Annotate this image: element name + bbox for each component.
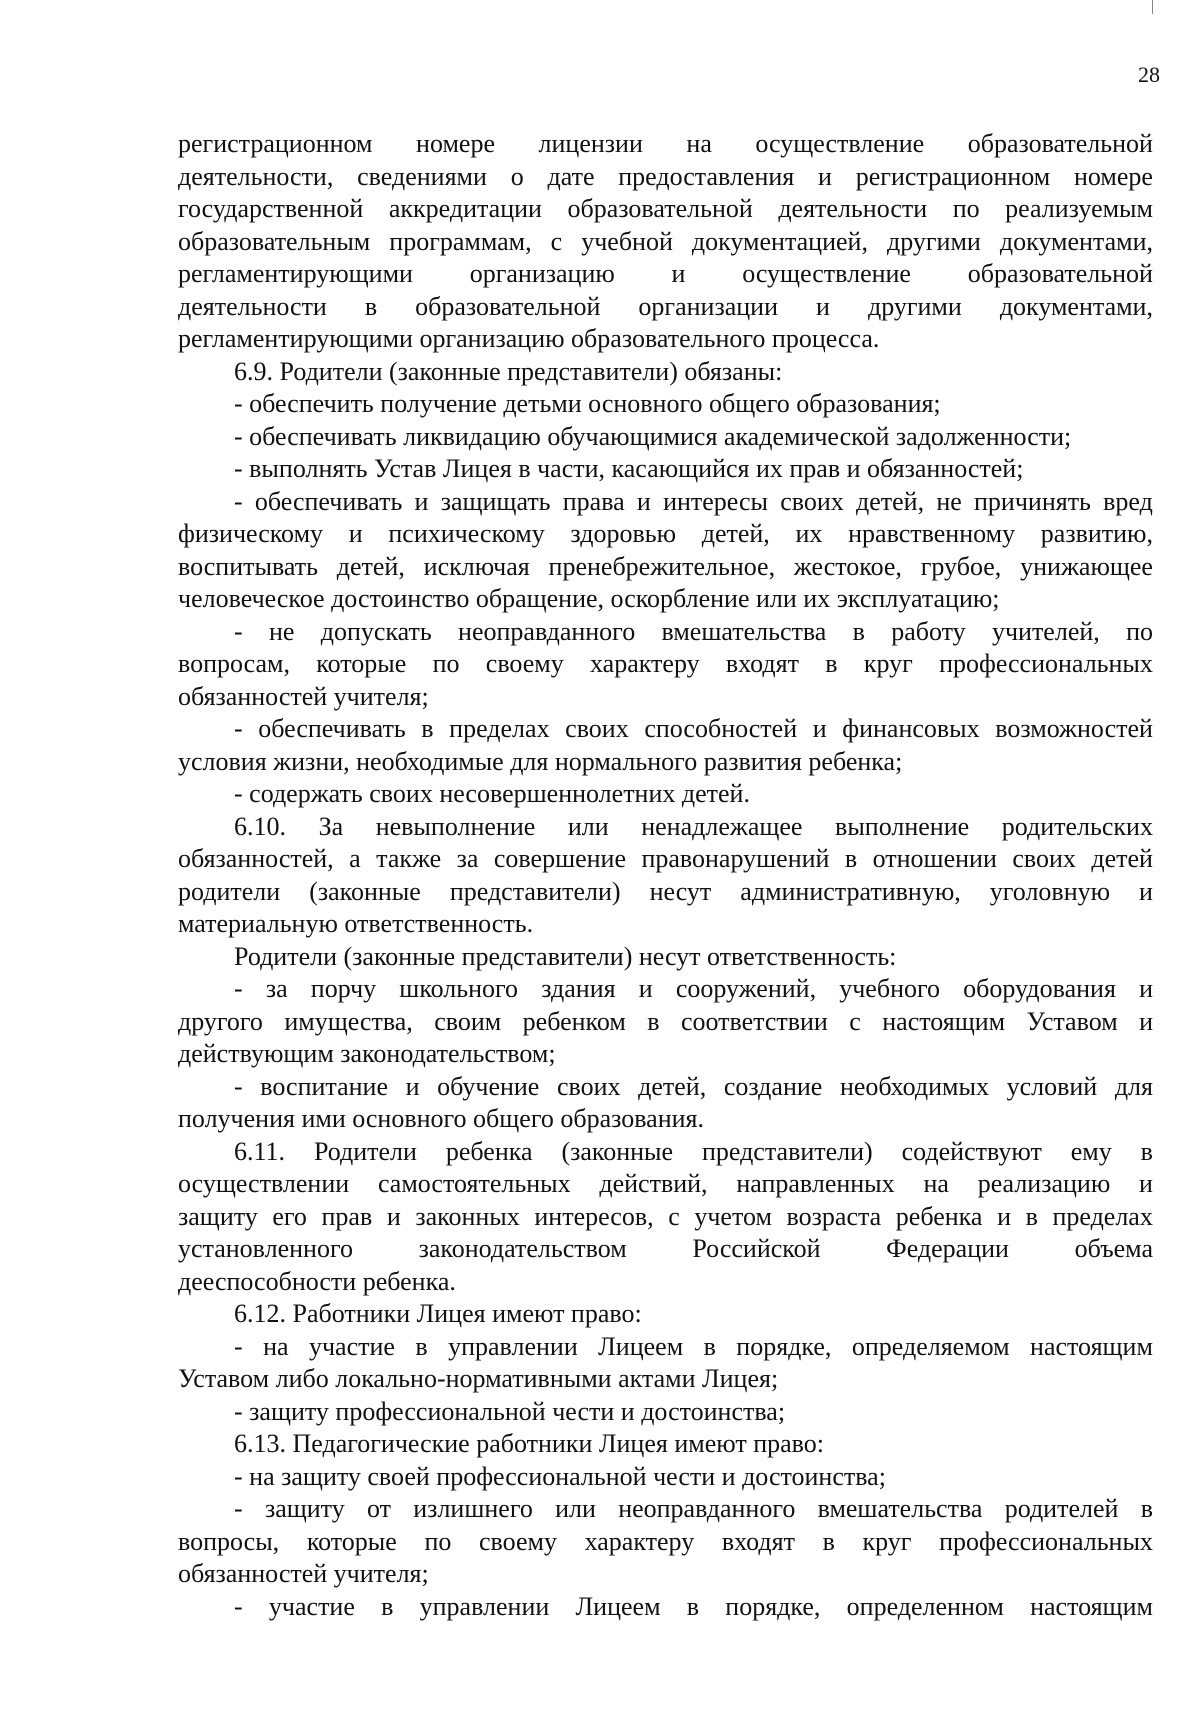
word: своему bbox=[479, 1526, 557, 1556]
word: на bbox=[686, 129, 712, 158]
word: школьного bbox=[399, 974, 519, 1003]
word: управлении bbox=[419, 1591, 550, 1621]
word: регламентирующими bbox=[178, 259, 413, 288]
word: работу bbox=[891, 616, 966, 646]
word: в bbox=[381, 1591, 394, 1621]
word: представители) bbox=[701, 1136, 873, 1166]
word: защищать bbox=[440, 486, 551, 516]
word: определяемом bbox=[851, 1331, 1010, 1361]
word: - bbox=[234, 1494, 243, 1523]
word: в bbox=[364, 291, 378, 321]
word: установленного bbox=[178, 1234, 353, 1263]
word: Федерации bbox=[886, 1234, 1009, 1263]
word: обеспечивать bbox=[254, 486, 403, 516]
word: входят bbox=[725, 649, 799, 678]
text-line: 6.13. Педагогические работники Лицея имеют право: bbox=[234, 1429, 824, 1458]
word: уголовную bbox=[989, 876, 1111, 906]
word: по bbox=[432, 649, 460, 678]
word: финансовых bbox=[842, 714, 980, 743]
word: родителей bbox=[1004, 1494, 1119, 1523]
text-line bbox=[178, 128, 1153, 161]
page-number: 28 bbox=[1138, 62, 1160, 87]
word: обязанностей, bbox=[178, 844, 334, 873]
text-line: получения ими основного общего образования. bbox=[178, 1104, 704, 1133]
word: За bbox=[318, 811, 344, 841]
word: обучение bbox=[437, 1071, 540, 1101]
word: (законные bbox=[309, 876, 421, 906]
word: в bbox=[822, 1526, 835, 1556]
word: действий, bbox=[599, 1169, 708, 1198]
word: также bbox=[376, 844, 442, 873]
word: права bbox=[562, 486, 625, 516]
word: и bbox=[405, 1071, 420, 1101]
word: предоставления bbox=[618, 161, 795, 191]
text-line bbox=[178, 291, 1153, 324]
word: несут bbox=[649, 876, 712, 906]
text-line bbox=[178, 226, 1153, 259]
text-line bbox=[178, 1493, 1153, 1526]
word: сооружений, bbox=[675, 974, 817, 1003]
word: вопросам, bbox=[178, 649, 291, 678]
word: необходимых bbox=[839, 1071, 989, 1101]
word: документацией, bbox=[691, 226, 868, 256]
text-line bbox=[178, 616, 1153, 649]
word: участие bbox=[308, 1331, 395, 1361]
word: и bbox=[348, 519, 363, 548]
word: административную, bbox=[740, 876, 961, 906]
word: за bbox=[265, 974, 288, 1003]
word: и bbox=[636, 486, 651, 516]
word: регистрационном bbox=[178, 129, 373, 158]
word: круг bbox=[863, 649, 913, 678]
word: неоправданного bbox=[458, 616, 636, 646]
word: имущества, bbox=[284, 1006, 413, 1036]
word: родительских bbox=[1001, 811, 1153, 841]
word: а bbox=[349, 844, 361, 873]
word: детей, bbox=[856, 486, 925, 516]
word: настоящим bbox=[1030, 1591, 1153, 1621]
text-line bbox=[178, 1233, 1153, 1266]
word: - bbox=[234, 1591, 243, 1621]
text-line bbox=[178, 1201, 1153, 1234]
word: грубое, bbox=[920, 551, 1002, 581]
text-line bbox=[178, 1331, 1153, 1364]
word: в bbox=[1025, 1201, 1038, 1231]
text-line bbox=[178, 1591, 1153, 1624]
word: вопросы, bbox=[178, 1526, 280, 1556]
word: условий bbox=[1006, 1071, 1098, 1101]
word: возраста bbox=[786, 1201, 882, 1231]
text-line bbox=[178, 161, 1153, 194]
word: своих bbox=[565, 714, 629, 743]
word: совершение bbox=[493, 844, 627, 873]
word: вмешательства bbox=[661, 616, 827, 646]
text-line: дееспособности ребенка. bbox=[178, 1266, 456, 1296]
word: ребенка bbox=[895, 1201, 983, 1231]
text-line: обязанностей учителя; bbox=[178, 681, 429, 711]
text-line: 6.9. Родители (законные представители) обязаны: bbox=[234, 356, 783, 386]
word: пределах bbox=[1052, 1201, 1153, 1231]
word: не bbox=[936, 486, 962, 516]
word: Родители bbox=[313, 1136, 417, 1166]
word: неоправданного bbox=[618, 1494, 796, 1523]
word: и bbox=[671, 259, 686, 288]
text-line: 6.12. Работники Лицея имеют право: bbox=[234, 1299, 642, 1328]
word: лицензии bbox=[538, 129, 643, 158]
word: создание bbox=[723, 1071, 823, 1101]
word: в bbox=[825, 649, 838, 678]
word: воспитание bbox=[260, 1071, 388, 1101]
text-line bbox=[178, 843, 1153, 876]
word: документами, bbox=[999, 226, 1153, 256]
word: своих bbox=[780, 486, 844, 516]
word: в bbox=[703, 1331, 716, 1361]
word: учебного bbox=[839, 974, 941, 1003]
word: обеспечивать bbox=[258, 714, 406, 743]
word: своих bbox=[556, 1071, 621, 1101]
scan-edge-mark bbox=[1152, 0, 1153, 14]
word: унижающее bbox=[1020, 551, 1153, 581]
word: объема bbox=[1074, 1234, 1153, 1263]
word: Лицеем bbox=[575, 1591, 661, 1621]
text-line bbox=[178, 1071, 1153, 1104]
word: деятельности bbox=[178, 291, 327, 321]
word: родители bbox=[178, 876, 281, 906]
body-text bbox=[178, 128, 1153, 1623]
word: которые bbox=[306, 1526, 397, 1556]
word: в bbox=[415, 1331, 428, 1361]
text-line bbox=[178, 258, 1153, 291]
word: Российской bbox=[692, 1234, 821, 1263]
word: по bbox=[1126, 616, 1153, 646]
text-line bbox=[178, 551, 1153, 584]
word: порядке, bbox=[736, 1331, 832, 1361]
word: своему bbox=[485, 649, 564, 678]
word: детей bbox=[1091, 844, 1153, 873]
word: настоящим bbox=[1030, 1331, 1153, 1361]
text-line: условия жизни, необходимые для нормального развития ребенка; bbox=[178, 746, 903, 776]
word: номере bbox=[1074, 161, 1153, 191]
text-line: обязанностей учителя; bbox=[178, 1559, 429, 1588]
word: реализуемым bbox=[1005, 194, 1153, 223]
text-line: - обеспечивать ликвидацию обучающимися академической задолженности; bbox=[234, 421, 1072, 451]
word: интересы bbox=[663, 486, 768, 516]
word: законных bbox=[415, 1201, 520, 1231]
text-line bbox=[178, 1526, 1153, 1559]
word: государственной bbox=[178, 194, 364, 223]
text-line: регламентирующими организацию образовательного процесса. bbox=[178, 324, 880, 353]
word: возможностей bbox=[995, 714, 1153, 743]
word: документами, bbox=[999, 291, 1153, 321]
word: учетом bbox=[694, 1201, 772, 1231]
word: интересов, bbox=[534, 1201, 654, 1231]
word: пренебрежительное, bbox=[548, 551, 776, 581]
word: другими bbox=[867, 291, 962, 321]
word: защиту bbox=[264, 1494, 345, 1523]
word: профессиональных bbox=[939, 1526, 1153, 1556]
word: содействуют bbox=[901, 1136, 1042, 1166]
text-line bbox=[178, 1006, 1153, 1039]
word: его bbox=[272, 1201, 307, 1231]
text-line: - на защиту своей профессиональной чести и достоинства; bbox=[234, 1461, 886, 1491]
word: способностей bbox=[644, 714, 798, 743]
word: вред bbox=[1103, 486, 1153, 516]
text-line: Уставом либо локально-нормативными актами Лицея; bbox=[178, 1364, 779, 1393]
word: ему bbox=[1070, 1136, 1112, 1166]
word: и bbox=[1139, 1006, 1153, 1036]
word: организацию bbox=[469, 259, 615, 288]
word: по bbox=[424, 1526, 452, 1556]
word: не bbox=[268, 616, 295, 646]
word: программам, bbox=[389, 226, 532, 256]
word: круг bbox=[862, 1526, 912, 1556]
word: выполнение bbox=[835, 811, 970, 841]
word: деятельности, bbox=[178, 161, 334, 191]
word: физическому bbox=[178, 519, 324, 548]
word: участие bbox=[268, 1591, 355, 1621]
word: и bbox=[818, 161, 832, 191]
word: в bbox=[647, 1006, 660, 1036]
word: воспитывать bbox=[178, 551, 318, 581]
word: исключая bbox=[423, 551, 530, 581]
word: образовательным bbox=[178, 226, 371, 256]
word: характеру bbox=[584, 1526, 695, 1556]
word: - bbox=[234, 1071, 243, 1101]
word: образовательной bbox=[967, 259, 1153, 288]
word: и bbox=[1139, 1169, 1153, 1198]
word: другого bbox=[178, 1006, 263, 1036]
word: учителей, bbox=[991, 616, 1100, 646]
word: правонарушений bbox=[641, 844, 830, 873]
word: реализацию bbox=[977, 1169, 1111, 1198]
word: - bbox=[234, 486, 243, 516]
word: о bbox=[510, 161, 524, 191]
text-line bbox=[178, 876, 1153, 909]
word: профессиональных bbox=[939, 649, 1153, 678]
text-line bbox=[178, 811, 1153, 844]
text-line: человеческое достоинство обращение, оскорбление или их эксплуатацию; bbox=[178, 584, 1000, 613]
text-line bbox=[178, 713, 1153, 746]
word: порчу bbox=[310, 974, 377, 1003]
word: допускать bbox=[320, 616, 432, 646]
word: соответствии bbox=[680, 1006, 828, 1036]
word: и bbox=[386, 1201, 401, 1231]
text-line: - содержать своих несовершеннолетних детей. bbox=[234, 779, 750, 808]
word: образовательной bbox=[967, 129, 1153, 158]
text-line: Родители (законные представители) несут ответственность: bbox=[234, 941, 897, 971]
text-line bbox=[178, 486, 1153, 519]
text-line bbox=[178, 973, 1153, 1006]
text-line bbox=[178, 518, 1153, 551]
text-line: действующим законодательством; bbox=[178, 1039, 556, 1068]
text-line: - обеспечить получение детьми основного общего образования; bbox=[234, 389, 941, 418]
word: здания bbox=[541, 974, 616, 1003]
word: их bbox=[795, 519, 823, 548]
word: прав bbox=[321, 1201, 373, 1231]
word: управлении bbox=[448, 1331, 578, 1361]
word: и bbox=[638, 974, 653, 1003]
word: пределах bbox=[449, 714, 550, 743]
word: в bbox=[686, 1591, 700, 1621]
word: которые bbox=[316, 649, 407, 678]
word: и bbox=[812, 714, 827, 743]
word: в bbox=[1140, 1494, 1153, 1523]
word: развитию, bbox=[1040, 519, 1153, 548]
word: входят bbox=[721, 1526, 795, 1556]
word: - bbox=[234, 1331, 243, 1361]
word: образовательной bbox=[567, 194, 753, 223]
word: в bbox=[1140, 1136, 1153, 1166]
word: для bbox=[1114, 1071, 1153, 1101]
text-line: - защиту профессиональной чести и достоинства; bbox=[234, 1396, 786, 1426]
word: осуществлении bbox=[178, 1169, 350, 1198]
word: осуществление bbox=[755, 129, 925, 158]
word: - bbox=[234, 714, 243, 743]
word: порядке, bbox=[725, 1591, 821, 1621]
word: деятельности bbox=[778, 194, 928, 223]
word: и bbox=[1139, 974, 1153, 1003]
word: невыполнение bbox=[375, 811, 536, 841]
word: или bbox=[555, 1494, 596, 1523]
word: на bbox=[263, 1331, 289, 1361]
word: представители) bbox=[449, 876, 621, 906]
word: здоровью bbox=[570, 519, 677, 548]
word: отношении bbox=[872, 844, 997, 873]
word: с bbox=[550, 226, 563, 256]
word: настоящим bbox=[882, 1006, 1006, 1036]
word: детей, bbox=[638, 1071, 707, 1101]
word: (законные bbox=[561, 1136, 674, 1166]
word: нравственному bbox=[848, 519, 1016, 548]
word: или bbox=[567, 811, 609, 841]
word: причинять bbox=[974, 486, 1091, 516]
word: от bbox=[366, 1494, 391, 1523]
word: Уставом bbox=[1026, 1006, 1118, 1036]
word: определенном bbox=[846, 1591, 1004, 1621]
word: детей, bbox=[336, 551, 405, 581]
word: и bbox=[414, 486, 429, 516]
word: ребенка bbox=[445, 1136, 533, 1166]
word: Лицеем bbox=[598, 1331, 684, 1361]
word: 6.11. bbox=[234, 1136, 286, 1166]
word: ненадлежащее bbox=[641, 811, 803, 841]
text-line bbox=[178, 1136, 1153, 1169]
word: на bbox=[923, 1169, 949, 1198]
word: и bbox=[1139, 876, 1153, 906]
word: направленных bbox=[736, 1169, 895, 1198]
word: и bbox=[997, 1201, 1011, 1231]
word: организации bbox=[638, 291, 779, 321]
word: - bbox=[234, 616, 243, 646]
word: с bbox=[849, 1006, 861, 1036]
word: излишнего bbox=[413, 1494, 533, 1523]
word: другими bbox=[886, 226, 981, 256]
word: образовательной bbox=[415, 291, 601, 321]
word: номере bbox=[416, 129, 495, 158]
word: своих bbox=[1012, 844, 1076, 873]
word: жестокое, bbox=[793, 551, 902, 581]
word: ребенком bbox=[522, 1006, 626, 1036]
word: оборудования bbox=[963, 974, 1116, 1003]
word: своим bbox=[434, 1006, 502, 1036]
word: психическому bbox=[388, 519, 545, 548]
word: учебной bbox=[581, 226, 673, 256]
word: дате bbox=[547, 161, 595, 191]
word: детей, bbox=[701, 519, 770, 548]
word: аккредитации bbox=[388, 194, 542, 223]
text-line bbox=[178, 1168, 1153, 1201]
word: сведениями bbox=[357, 161, 487, 191]
word: характеру bbox=[590, 649, 700, 678]
word: по bbox=[952, 194, 980, 223]
word: законодательством bbox=[418, 1234, 627, 1263]
word: самостоятельных bbox=[377, 1169, 571, 1198]
word: в bbox=[421, 714, 434, 743]
word: осуществление bbox=[742, 259, 911, 288]
text-line: - выполнять Устав Лицея в части, касающийся их прав и обязанностей; bbox=[234, 454, 1024, 483]
text-line bbox=[178, 648, 1153, 681]
word: вмешательства bbox=[817, 1494, 983, 1523]
word: в bbox=[852, 616, 865, 646]
word: регистрационном bbox=[855, 161, 1051, 191]
word: - bbox=[234, 974, 243, 1003]
word: с bbox=[668, 1201, 680, 1231]
word: за bbox=[456, 844, 479, 873]
word: защиту bbox=[178, 1201, 258, 1231]
word: 6.10. bbox=[234, 811, 286, 841]
text-line bbox=[178, 193, 1153, 226]
word: и bbox=[816, 291, 830, 321]
text-line: материальную ответственность. bbox=[178, 909, 534, 938]
word: в bbox=[844, 844, 858, 873]
